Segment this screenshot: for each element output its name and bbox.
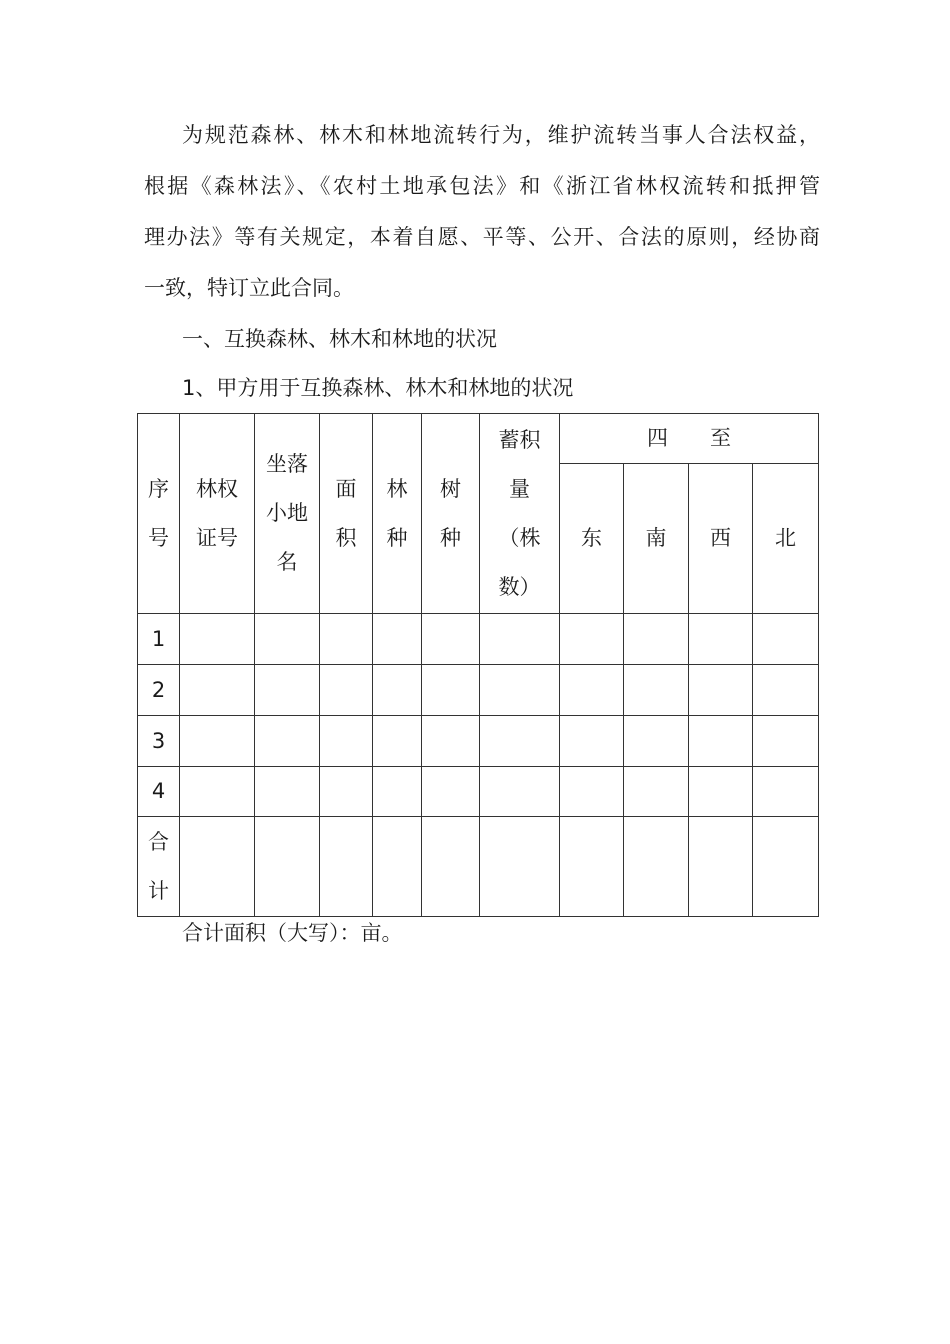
header-cert-no: 林权证号 xyxy=(180,414,255,614)
row-seq: 3 xyxy=(138,716,180,767)
row-seq: 2 xyxy=(138,665,180,716)
table-row xyxy=(138,614,819,665)
total-area-line: 合计面积（大写）：亩。 xyxy=(182,921,403,945)
intro-line: 一致，特订立此合同。 xyxy=(144,276,354,300)
header-boundaries: 四 至 xyxy=(560,414,819,464)
header-location: 坐落小地名 xyxy=(255,414,320,614)
header-stock: 蓄积量（株数） xyxy=(480,414,560,614)
table-row xyxy=(138,716,819,767)
header-north: 北 xyxy=(753,464,819,614)
header-forest-type: 林种 xyxy=(373,414,422,614)
subsection-heading: 1、甲方用于互换森林、林木和林地的状况 xyxy=(182,376,574,400)
table-total-row xyxy=(138,817,819,917)
forest-status-table xyxy=(137,413,819,917)
row-seq: 4 xyxy=(138,767,180,817)
row-seq: 1 xyxy=(138,614,180,665)
intro-line: 为规范森林、林木和林地流转行为，维护流转当事人合法权益， xyxy=(182,123,820,147)
header-seq: 序号 xyxy=(138,414,180,614)
table-header-row xyxy=(138,414,819,464)
intro-line: 根据《森林法》、《农村土地承包法》和《浙江省林权流转和抵押管 xyxy=(144,174,820,198)
header-area: 面积 xyxy=(320,414,373,614)
header-tree-species: 树种 xyxy=(422,414,480,614)
header-south: 南 xyxy=(624,464,689,614)
header-west: 西 xyxy=(689,464,753,614)
table-row xyxy=(138,767,819,817)
intro-paragraph xyxy=(144,110,820,314)
intro-line: 理办法》等有关规定，本着自愿、平等、公开、合法的原则，经协商 xyxy=(144,225,820,249)
header-east: 东 xyxy=(560,464,624,614)
row-total-label: 合计 xyxy=(138,817,180,917)
table-row xyxy=(138,665,819,716)
section-heading: 一、互换森林、林木和林地的状况 xyxy=(182,327,497,351)
